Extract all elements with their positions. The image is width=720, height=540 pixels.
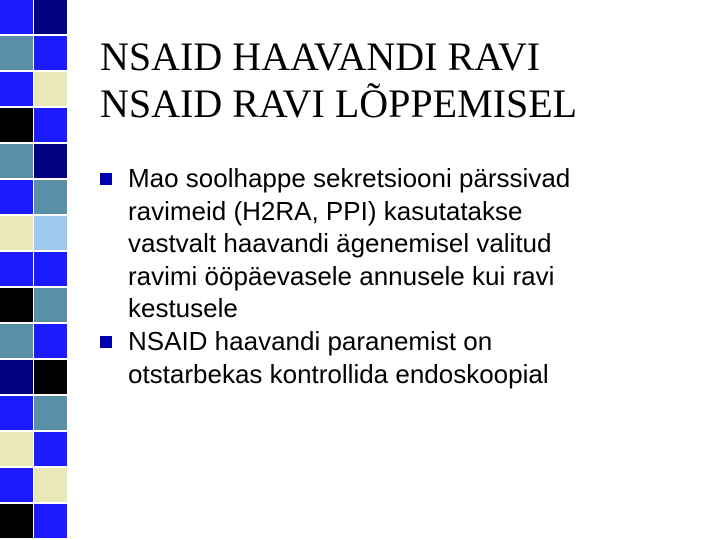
stripe-block-right-12: [34, 396, 67, 432]
bullet-square-icon: [100, 336, 112, 348]
bullet-1-line-3: vastvalt haavandi ägenemisel valitud: [128, 228, 552, 259]
bullet-1-line-1: Mao soolhappe sekretsiooni pärssivad: [128, 163, 571, 193]
stripe-block-right-7: [34, 216, 67, 252]
stripe-block-left-11: [0, 360, 33, 396]
bullet-2-line-2: otstarbekas kontrollida endoskoopial: [128, 358, 549, 389]
stripe-block-left-1: [0, 0, 33, 36]
stripe-block-left-12: [0, 396, 33, 432]
stripe-block-left-13: [0, 432, 33, 468]
stripe-block-left-9: [0, 288, 33, 324]
bullet-1-line-4: ravimi ööpäevasele annusele kui ravi: [128, 260, 555, 291]
stripe-block-right-13: [34, 432, 67, 468]
stripe-block-left-8: [0, 252, 33, 288]
stripe-block-right-10: [34, 324, 67, 360]
title-line-1: NSAID HAAVANDI RAVI: [100, 34, 541, 79]
bullet-square-icon: [100, 173, 112, 185]
stripe-block-right-1: [34, 0, 67, 36]
stripe-block-right-8: [34, 252, 67, 288]
stripe-block-left-6: [0, 180, 33, 216]
stripe-block-right-3: [34, 72, 67, 108]
bullet-1-line-5: kestusele: [128, 293, 238, 324]
slide-title: [100, 33, 700, 127]
stripe-block-right-14: [34, 468, 67, 504]
bullet-1-line-2: ravimeid (H2RA, PPI) kasutatakse: [128, 195, 523, 226]
bullet-list: [100, 162, 700, 390]
stripe-block-left-2: [0, 36, 33, 72]
stripe-block-left-14: [0, 468, 33, 504]
bullet-item-1: [100, 162, 700, 325]
stripe-block-right-9: [34, 288, 67, 324]
stripe-block-right-11: [34, 360, 67, 396]
stripe-block-left-10: [0, 324, 33, 360]
stripe-block-right-15: [34, 504, 67, 540]
stripe-block-right-2: [34, 36, 67, 72]
stripe-block-right-6: [34, 180, 67, 216]
stripe-block-left-15: [0, 504, 33, 540]
stripe-block-right-5: [34, 144, 67, 180]
stripe-block-left-7: [0, 216, 33, 252]
stripe-block-left-5: [0, 144, 33, 180]
stripe-block-left-4: [0, 108, 33, 144]
stripe-block-left-3: [0, 72, 33, 108]
stripe-block-right-4: [34, 108, 67, 144]
bullet-item-2: [100, 325, 700, 390]
decorative-stripe: [0, 0, 67, 540]
bullet-2-line-1: NSAID haavandi paranemist on: [128, 325, 493, 356]
title-line-2: NSAID RAVI LÕPPEMISEL: [100, 81, 578, 126]
